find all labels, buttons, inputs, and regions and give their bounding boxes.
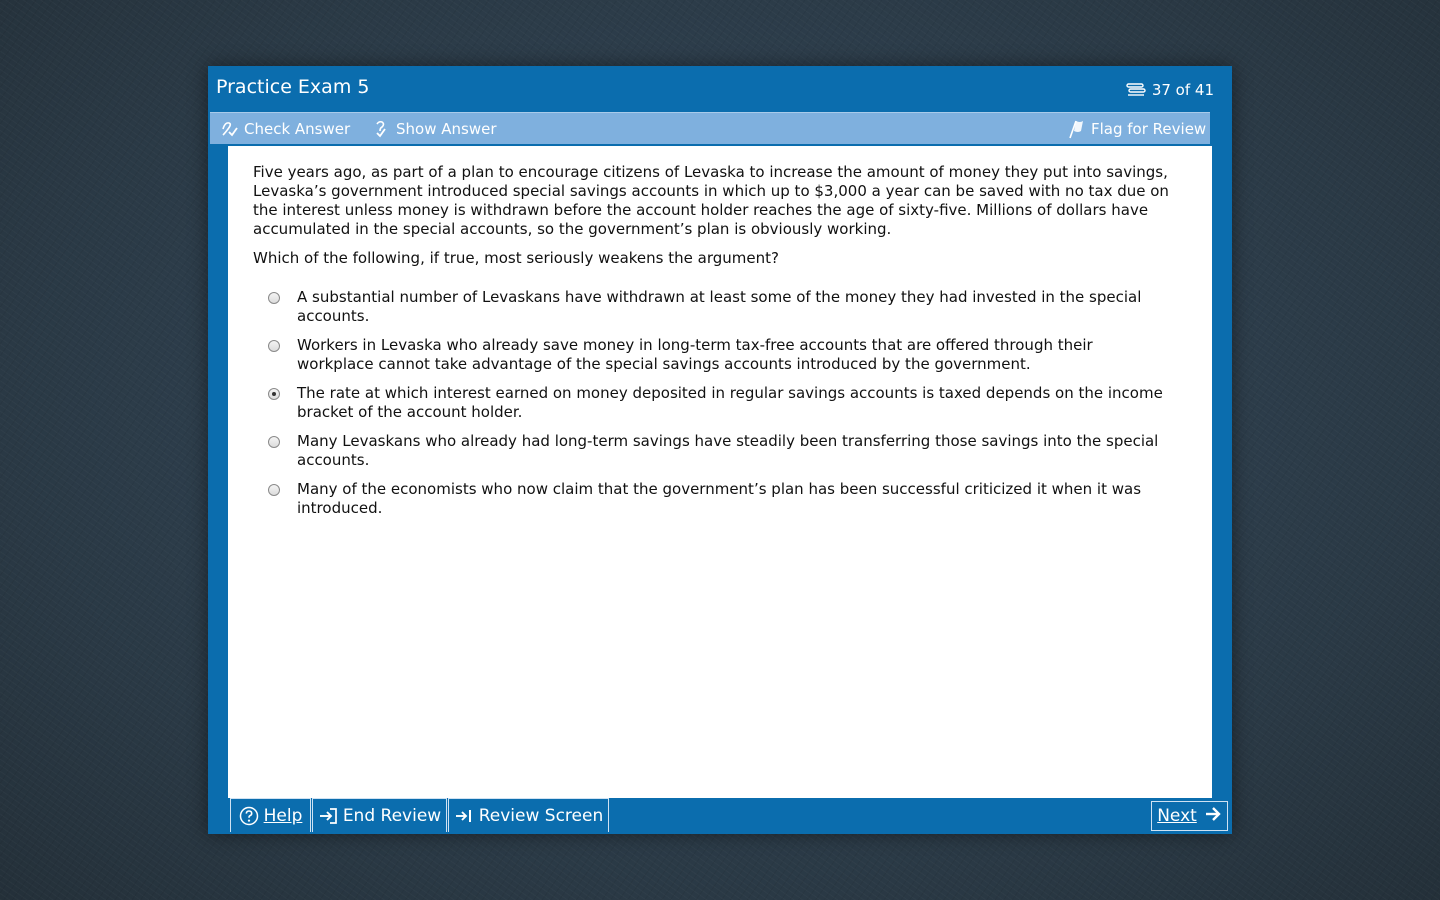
answer-choice-d[interactable] — [268, 432, 1168, 470]
end-review-button[interactable] — [312, 798, 447, 832]
answer-radio-b[interactable] — [268, 340, 280, 352]
title-bar — [208, 66, 1232, 110]
question-prompt: Which of the following, if true, most seriously weakens the argument? — [253, 249, 779, 267]
question-counter — [1126, 81, 1214, 99]
question-content — [228, 146, 1212, 798]
check-answer-button[interactable] — [220, 113, 350, 144]
show-answer-button[interactable] — [372, 113, 497, 144]
answer-choices — [268, 288, 1168, 528]
help-icon — [239, 806, 259, 826]
answer-radio-d[interactable] — [268, 436, 280, 448]
right-frame-bar — [1212, 144, 1232, 798]
footer-bar — [228, 798, 1232, 834]
flag-icon — [1067, 119, 1085, 139]
next-label: Next — [1157, 806, 1197, 826]
help-button[interactable] — [230, 798, 311, 832]
end-review-icon — [318, 807, 338, 825]
answer-radio-e[interactable] — [268, 484, 280, 496]
review-screen-icon — [454, 807, 474, 825]
help-label: Help — [263, 805, 303, 826]
exam-window — [208, 66, 1232, 834]
end-review-label: End Review — [342, 805, 442, 826]
flag-for-review-button[interactable] — [1067, 113, 1206, 144]
exam-title: Practice Exam 5 — [216, 76, 370, 98]
answer-choice-b[interactable] — [268, 336, 1168, 374]
question-stem — [253, 163, 1183, 278]
question-toolbar — [210, 112, 1210, 144]
answer-choice-e-text: Many of the economists who now claim that the government’s plan has been successful criticized it when it was introduced. — [297, 480, 1142, 517]
check-answer-icon — [220, 120, 238, 138]
review-screen-label: Review Screen — [478, 805, 604, 826]
answer-radio-c[interactable] — [268, 388, 280, 400]
answer-choice-d-text: Many Levaskans who already had long-term savings have steadily been transferring those savings into the special accounts. — [297, 432, 1159, 469]
show-answer-icon — [372, 120, 390, 138]
answer-choice-c[interactable] — [268, 384, 1168, 422]
answer-choice-a-text: A substantial number of Levaskans have withdrawn at least some of the money they had invested in the special accounts. — [297, 288, 1142, 325]
check-answer-label: Check Answer — [244, 119, 351, 138]
answer-radio-a[interactable] — [268, 292, 280, 304]
review-screen-button[interactable] — [448, 798, 609, 832]
question-counter-text: 37 of 41 — [1151, 81, 1214, 99]
question-stimulus: Five years ago, as part of a plan to encourage citizens of Levaska to increase the amount of money they put into savings, Levaska’s government introduced special savings accounts in which up to $3,000 a year can be saved with no tax due on the interest unless money is withdrawn before the account holder reaches the age of sixty-five. Millions of dollars have accumulated in the special accounts, so the government’s plan is obviously working. — [253, 163, 1169, 238]
arrow-right-icon — [1204, 805, 1222, 828]
answer-choice-b-text: Workers in Levaska who already save money in long-term tax-free accounts that are offered through their workplace cannot take advantage of the special savings accounts introduced by the government. — [297, 336, 1093, 373]
answer-choice-a[interactable] — [268, 288, 1168, 326]
answer-choice-c-text: The rate at which interest earned on money deposited in regular savings accounts is taxed depends on the income bracket of the account holder. — [297, 384, 1163, 421]
next-button[interactable] — [1151, 801, 1228, 831]
question-list-icon — [1126, 83, 1146, 97]
show-answer-label: Show Answer — [396, 119, 497, 138]
answer-choice-e[interactable] — [268, 480, 1168, 518]
flag-for-review-label: Flag for Review — [1091, 119, 1207, 138]
